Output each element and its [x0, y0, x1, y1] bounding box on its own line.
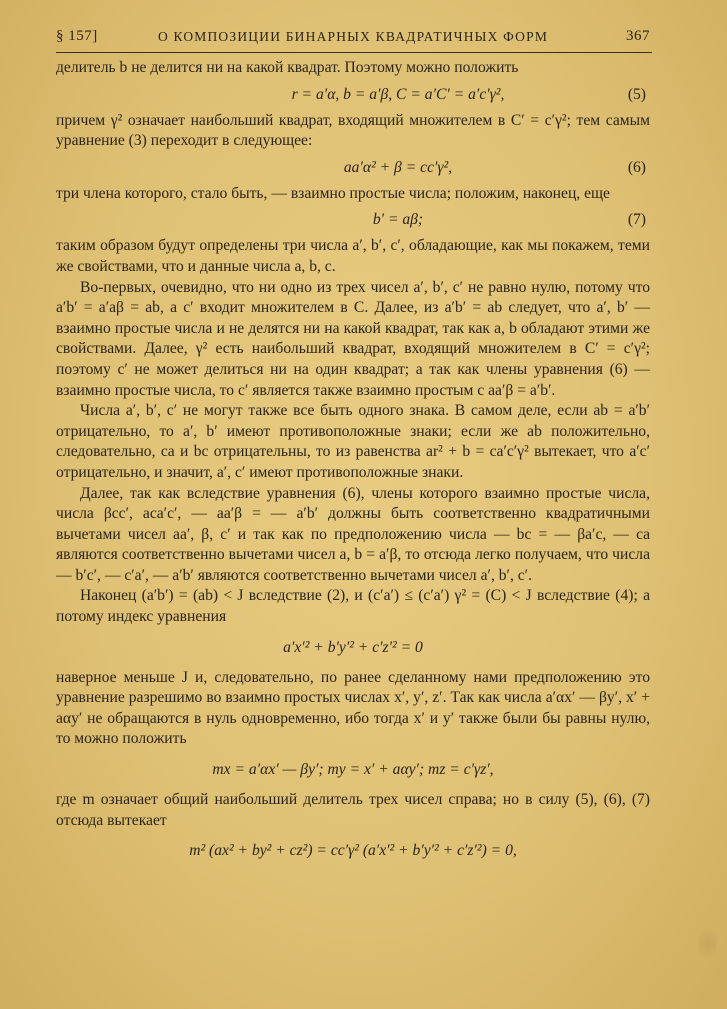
paragraph-3: три члена которого, стало быть, — взаимно простые числа; положим, наконец, еще — [56, 184, 610, 202]
formula-6 — [56, 152, 650, 184]
formula-6-number: (6) — [627, 158, 646, 176]
paragraph-4: таким образом будут определены три числа a′, b′, c′, обладающие, как мы покажем, теми же свойствами, что и данные числа a, b, c. — [56, 237, 650, 275]
formula-5-number: (5) — [627, 85, 646, 103]
paragraph-1: делитель b не делится ни на какой квадрат. Поэтому можно положить — [56, 59, 519, 76]
formula-5-expression: r = a′α, b = a′β, C = a′C′ = a′c′γ², — [291, 85, 505, 103]
formula-substitution-expression: mx = a′αx′ — βy′; my = x′ + aαy′; mz = c′γz′, — [212, 761, 494, 779]
paragraph-9: наверное меньше J и, следовательно, по ранее сделанному нами предположению это уравнение разрешимо во взаимно простых числах x′, y′, z′. Так как числа a′αx′ — βy′, x′ + aαy′ не обращаются в нуль одновременно, ибо тогда x′ и y′ также были бы равны нулю, то можно положить — [56, 668, 650, 748]
paragraph-2: причем γ² означает наибольший квадрат, входящий множителем в C′ = c′γ²; тем самым уравнение (3) переходит в следующее: — [56, 111, 650, 150]
formula-substitution — [56, 750, 650, 790]
section-marker: § 157] — [56, 28, 98, 44]
formula-6-expression: aa′α² + β = cc′γ², — [343, 158, 453, 176]
page-body — [56, 58, 650, 871]
formula-5 — [56, 79, 650, 111]
formula-final-expression: m² (ax² + by² + cz²) = cc′γ² (a′x′² + b′y′² + c′z′²) = 0, — [189, 842, 517, 860]
paper-stain — [699, 930, 717, 958]
page-number: 367 — [626, 28, 650, 44]
paragraph-8: Наконец (a′b′) = (ab) < J вследствие (2), и (c′a′) ≤ (c′a′) γ² = (C) < J вследствие (4); а потому индекс уравнения — [56, 587, 650, 626]
formula-index — [56, 628, 650, 668]
formula-final — [56, 831, 650, 871]
header-rule — [56, 52, 652, 53]
running-header — [56, 28, 650, 50]
formula-7-expression: b′ = aβ; — [372, 211, 424, 229]
paragraph-7: Далее, так как вследствие уравнения (6), члены которого взаимно простые числа, числа βcc′, aca′c′, — aa′β = — a′b′ должны быть соответственно квадратичными вычетами чисел aa′, β, c′ и так как по предположению числа — bc = — βa′c, — ca являются соответственно вычетами чисел a, b = a′β, то отсюда легко получаем, что числа — b′c′, — c′a′, — a′b′ являются соответственно вычетами чисел a′, b′, c′. — [56, 484, 650, 584]
formula-7 — [56, 204, 650, 236]
paragraph-10: где m означает общий наибольший делитель трех чисел справа; но в силу (5), (6), (7) отсюда вытекает — [56, 791, 650, 829]
paragraph-5: Во-первых, очевидно, что ни одно из трех чисел a′, b′, c′ не равно нулю, потому что a′b′ = a′aβ = ab, а c′ входит множителем в C. Далее, из a′b′ = ab следует, что a′, b′ — взаимно простые числа и не делятся ни на какой квадрат, так как a, b обладают этими же свойствами. Далее, γ² есть наибольший квадрат, входящий множителем в C′ = c′γ²; поэтому c′ не может делиться ни на один квадрат; а так как члены уравнения (6) — взаимно простые числа, то c′ является также взаимно простым с aa′β = a′b′. — [56, 278, 650, 399]
formula-index-expression: a′x′² + b′y′² + c′z′² = 0 — [283, 638, 423, 656]
formula-7-number: (7) — [627, 211, 646, 229]
running-title: О КОМПОЗИЦИИ БИНАРНЫХ КВАДРАТИЧНЫХ ФОРМ — [157, 29, 549, 44]
paragraph-6: Числа a′, b′, c′ не могут также все быть одного знака. В самом деле, если ab = a′b′ отрицательно, то a′, b′ имеют противоположные знаки; если же ab положительно, следовательно, ca и bc отрицательны, то из равенства ar² + b = ca′c′γ² вытекает, что a′c′ отрицательно, и значит, a′, c′ имеют противоположные знаки. — [56, 402, 650, 481]
